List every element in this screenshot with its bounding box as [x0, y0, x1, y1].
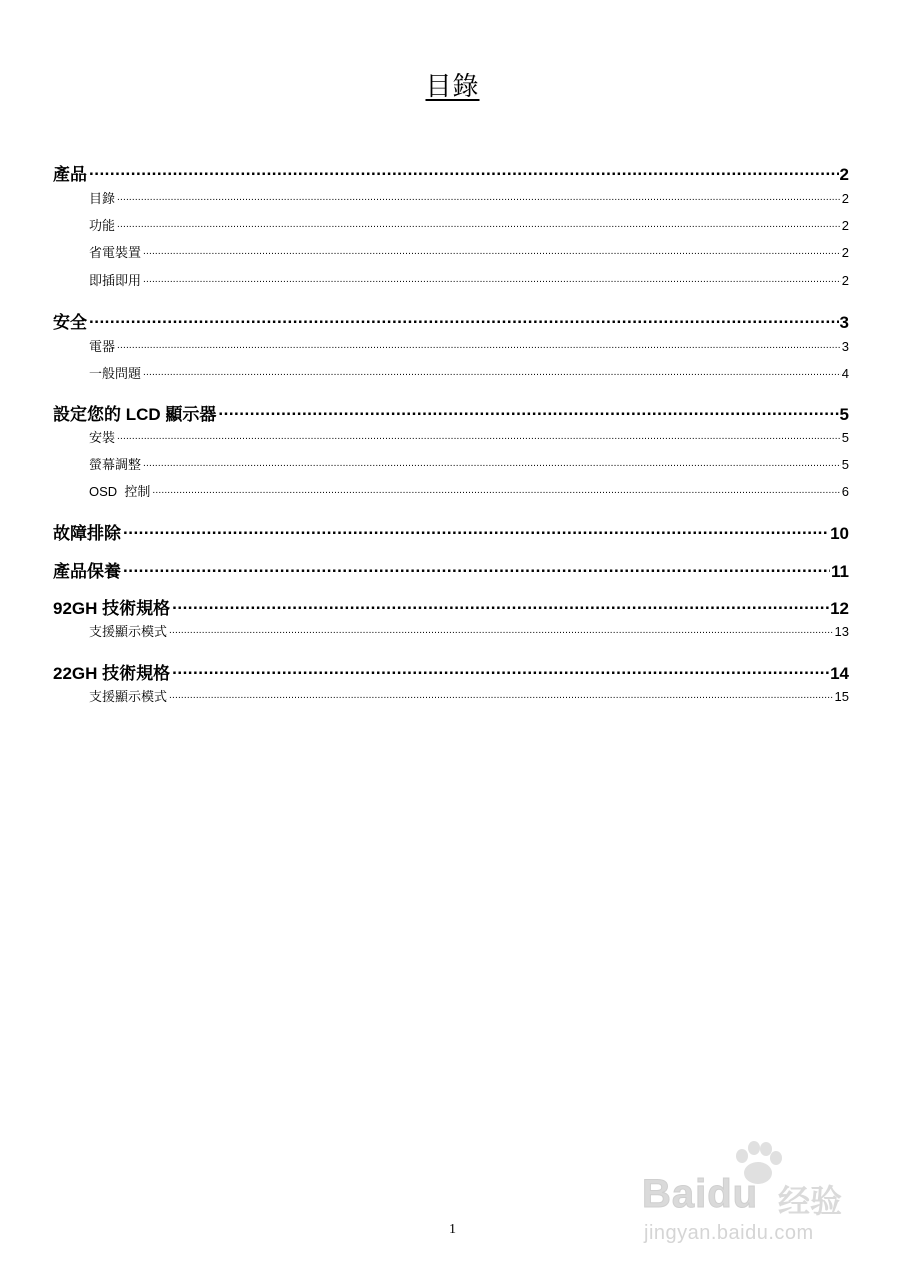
- toc-entry[interactable]: [53, 400, 849, 425]
- dot-leader: [117, 190, 841, 203]
- toc-subentry[interactable]: [89, 427, 849, 446]
- toc-entry-page: 2: [841, 191, 849, 206]
- page-number: 1: [449, 1222, 456, 1237]
- toc-entry-page: 6: [841, 484, 849, 499]
- toc-subentry[interactable]: [89, 336, 849, 355]
- toc-entry-label: OSD 控制: [89, 484, 151, 499]
- toc-entry-page: 5: [839, 405, 849, 424]
- toc-subentry[interactable]: [89, 270, 849, 289]
- dot-leader: [89, 311, 839, 328]
- watermark-url: jingyan.baidu.com: [644, 1222, 814, 1244]
- watermark-brand: Baidu: [642, 1172, 759, 1216]
- dot-leader: [117, 429, 841, 442]
- toc-entry-label: 產品: [53, 165, 87, 184]
- toc-entry-label: 省電裝置: [89, 245, 142, 260]
- dot-leader: [143, 456, 841, 469]
- toc-subentry[interactable]: [89, 215, 849, 234]
- dot-leader: [143, 244, 841, 257]
- toc-entry-page: 14: [830, 664, 849, 683]
- toc-entry-label: 一般問題: [89, 366, 142, 381]
- toc-subentry[interactable]: [89, 454, 849, 473]
- toc-entry-label: 設定您的 LCD 顯示器: [53, 405, 217, 424]
- toc-entry-label: 安全: [53, 313, 87, 332]
- toc-entry[interactable]: [53, 659, 849, 684]
- dot-leader: [143, 365, 841, 378]
- toc-entry-label: 功能: [89, 218, 116, 233]
- toc-entry-label: 22GH 技術規格: [53, 664, 171, 683]
- dot-leader: [117, 217, 841, 230]
- page-title: 目錄: [425, 71, 480, 101]
- toc-subentry[interactable]: [89, 188, 849, 207]
- toc-entry-page: 15: [834, 689, 849, 704]
- toc-entry-label: 92GH 技術規格: [53, 599, 171, 618]
- toc-subentry[interactable]: [89, 621, 849, 640]
- dot-leader: [169, 623, 834, 636]
- toc-entry-page: 5: [841, 457, 849, 472]
- toc-entry[interactable]: [53, 160, 849, 185]
- dot-leader: [172, 662, 829, 679]
- toc-entry[interactable]: [53, 519, 849, 544]
- dot-leader: [218, 403, 838, 420]
- toc-subentry[interactable]: [89, 242, 849, 261]
- toc-entry-label: 電器: [89, 339, 116, 354]
- dot-leader: [117, 338, 841, 351]
- toc-entry[interactable]: [53, 308, 849, 333]
- toc-entry-page: 4: [841, 366, 849, 381]
- dot-leader: [123, 522, 829, 539]
- toc-entry-page: 5: [841, 430, 849, 445]
- dot-leader: [143, 272, 841, 285]
- toc-entry-page: 10: [830, 524, 849, 543]
- watermark-brand-cn: 经验: [778, 1182, 843, 1220]
- toc-entry-label: 支援顯示模式: [89, 624, 168, 639]
- toc-entry-page: 3: [839, 313, 849, 332]
- toc-entry-page: 2: [841, 273, 849, 288]
- toc-entry-label: 支援顯示模式: [89, 689, 168, 704]
- toc-entry-label: 即插即用: [89, 273, 142, 288]
- toc-entry[interactable]: [53, 594, 849, 619]
- toc-entry-label: 產品保養: [53, 562, 121, 581]
- toc-entry-label: 螢幕調整: [89, 457, 142, 472]
- dot-leader: [89, 163, 839, 180]
- toc-entry-page: 2: [841, 218, 849, 233]
- toc-entry-page: 11: [831, 562, 849, 581]
- toc-entry-page: 3: [841, 339, 849, 354]
- baidu-watermark: [640, 1140, 855, 1250]
- toc-entry-page: 12: [830, 599, 849, 618]
- toc-entry-label: 安裝: [89, 430, 116, 445]
- toc-subentry[interactable]: [89, 363, 849, 382]
- toc-entry-label: 目錄: [89, 191, 116, 206]
- toc-entry-page: 2: [839, 165, 849, 184]
- toc-subentry[interactable]: [89, 686, 849, 705]
- dot-leader: [172, 597, 829, 614]
- dot-leader: [123, 560, 830, 577]
- toc-entry-page: 2: [841, 245, 849, 260]
- toc-entry-page: 13: [834, 624, 849, 639]
- dot-leader: [169, 688, 834, 701]
- toc-entry[interactable]: [53, 557, 849, 582]
- toc-subentry[interactable]: [89, 481, 849, 500]
- toc-entry-label: 故障排除: [53, 524, 121, 543]
- dot-leader: [152, 483, 840, 496]
